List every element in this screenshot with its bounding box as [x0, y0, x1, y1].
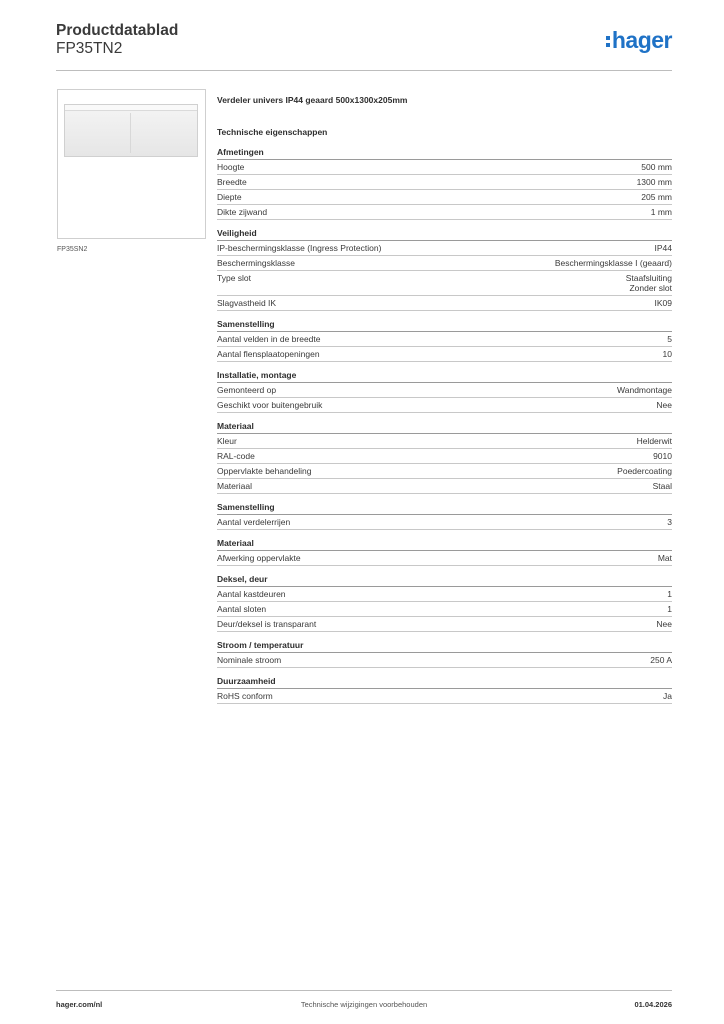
product-name: Verdeler univers IP44 geaard 500x1300x205mm: [217, 95, 408, 105]
spec-sections: [217, 147, 672, 704]
spec-section: [217, 147, 672, 220]
spec-row: [217, 617, 672, 632]
spec-value: 5: [667, 334, 672, 344]
logo-dots-icon: [606, 34, 611, 47]
section-title: Veiligheid: [217, 228, 672, 241]
spec-section: [217, 370, 672, 413]
spec-row: [217, 689, 672, 704]
spec-value: Poedercoating: [617, 466, 672, 476]
spec-value: Nee: [656, 400, 672, 410]
spec-value: IP44: [654, 243, 672, 253]
spec-value: 1: [667, 604, 672, 614]
spec-row: [217, 241, 672, 256]
spec-label: Beschermingsklasse: [217, 258, 295, 268]
spec-value: 9010: [653, 451, 672, 461]
spec-value: 10: [662, 349, 672, 359]
spec-section: [217, 676, 672, 704]
tech-properties-title: Technische eigenschappen: [217, 127, 328, 137]
section-title: Materiaal: [217, 538, 672, 551]
spec-section: [217, 228, 672, 311]
spec-row: [217, 190, 672, 205]
spec-row: [217, 160, 672, 175]
spec-value: 250 A: [650, 655, 672, 665]
spec-label: Breedte: [217, 177, 247, 187]
spec-section: [217, 640, 672, 668]
spec-section: [217, 421, 672, 494]
spec-value: Helderwit: [636, 436, 672, 446]
spec-section: [217, 502, 672, 530]
spec-label: Aantal flensplaatopeningen: [217, 349, 320, 359]
spec-label: Deur/deksel is transparant: [217, 619, 317, 629]
spec-row: [217, 332, 672, 347]
spec-value: 205 mm: [641, 192, 672, 202]
section-title: Afmetingen: [217, 147, 672, 160]
product-code: FP35TN2: [56, 40, 123, 57]
spec-row: [217, 205, 672, 220]
spec-value: 1 mm: [650, 207, 672, 217]
spec-value: IK09: [654, 298, 672, 308]
spec-row: [217, 602, 672, 617]
spec-label: Slagvastheid IK: [217, 298, 277, 308]
spec-row: [217, 449, 672, 464]
spec-label: Kleur: [217, 436, 237, 446]
logo-text: hager: [611, 27, 672, 53]
footer-disclaimer: Technische wijzigingen voorbehouden: [300, 1000, 428, 1009]
hager-logo: [606, 27, 672, 54]
spec-row: [217, 347, 672, 362]
spec-label: Oppervlakte behandeling: [217, 466, 312, 476]
spec-row: [217, 256, 672, 271]
spec-value: Staal: [652, 481, 672, 491]
page-header: [56, 20, 672, 71]
spec-section: [217, 319, 672, 362]
spec-row: [217, 653, 672, 668]
spec-label: Dikte zijwand: [217, 207, 268, 217]
section-title: Deksel, deur: [217, 574, 672, 587]
spec-content: [217, 95, 672, 712]
spec-label: RAL-code: [217, 451, 255, 461]
cabinet-illustration: [64, 104, 198, 157]
spec-label: RoHS conform: [217, 691, 273, 701]
spec-label: IP-beschermingsklasse (Ingress Protection): [217, 243, 382, 253]
spec-row: [217, 515, 672, 530]
spec-value: Beschermingsklasse I (geaard): [554, 258, 672, 268]
section-title: Samenstelling: [217, 502, 672, 515]
spec-label: Aantal sloten: [217, 604, 267, 614]
spec-label: Gemonteerd op: [217, 385, 277, 395]
section-title: Duurzaamheid: [217, 676, 672, 689]
section-title: Materiaal: [217, 421, 672, 434]
spec-label: Afwerking oppervlakte: [217, 553, 301, 563]
page-footer: [56, 990, 672, 1013]
spec-label: Aantal verdelerrijen: [217, 517, 291, 527]
spec-row: [217, 296, 672, 311]
spec-row: [217, 175, 672, 190]
spec-label: Type slot: [217, 273, 252, 283]
spec-value: 1300 mm: [636, 177, 672, 187]
spec-row: [217, 479, 672, 494]
spec-value: Wandmontage: [617, 385, 672, 395]
spec-row: [217, 464, 672, 479]
spec-value: Nee: [656, 619, 672, 629]
image-caption: FP35SN2: [57, 246, 88, 253]
spec-label: Nominale stroom: [217, 655, 282, 665]
spec-value: Staafsluiting Zonder slot: [625, 273, 672, 293]
spec-value: 1: [667, 589, 672, 599]
spec-row: [217, 434, 672, 449]
section-title: Stroom / temperatuur: [217, 640, 672, 653]
spec-value: 500 mm: [641, 162, 672, 172]
footer-website: hager.com/nl: [56, 1000, 103, 1009]
product-image: [57, 89, 206, 239]
spec-value: Ja: [663, 691, 672, 701]
spec-row: [217, 383, 672, 398]
spec-label: Hoogte: [217, 162, 245, 172]
spec-label: Diepte: [217, 192, 242, 202]
spec-row: [217, 271, 672, 296]
spec-row: [217, 551, 672, 566]
spec-value: 3: [667, 517, 672, 527]
spec-label: Aantal velden in de breedte: [217, 334, 321, 344]
footer-date: 01.04.2026: [634, 1000, 672, 1009]
section-title: Samenstelling: [217, 319, 672, 332]
spec-row: [217, 398, 672, 413]
spec-value: Mat: [657, 553, 672, 563]
spec-section: [217, 538, 672, 566]
spec-label: Aantal kastdeuren: [217, 589, 286, 599]
spec-row: [217, 587, 672, 602]
spec-label: Geschikt voor buitengebruik: [217, 400, 323, 410]
spec-section: [217, 574, 672, 632]
spec-label: Materiaal: [217, 481, 252, 491]
page-title: Productdatablad: [56, 22, 179, 39]
section-title: Installatie, montage: [217, 370, 672, 383]
